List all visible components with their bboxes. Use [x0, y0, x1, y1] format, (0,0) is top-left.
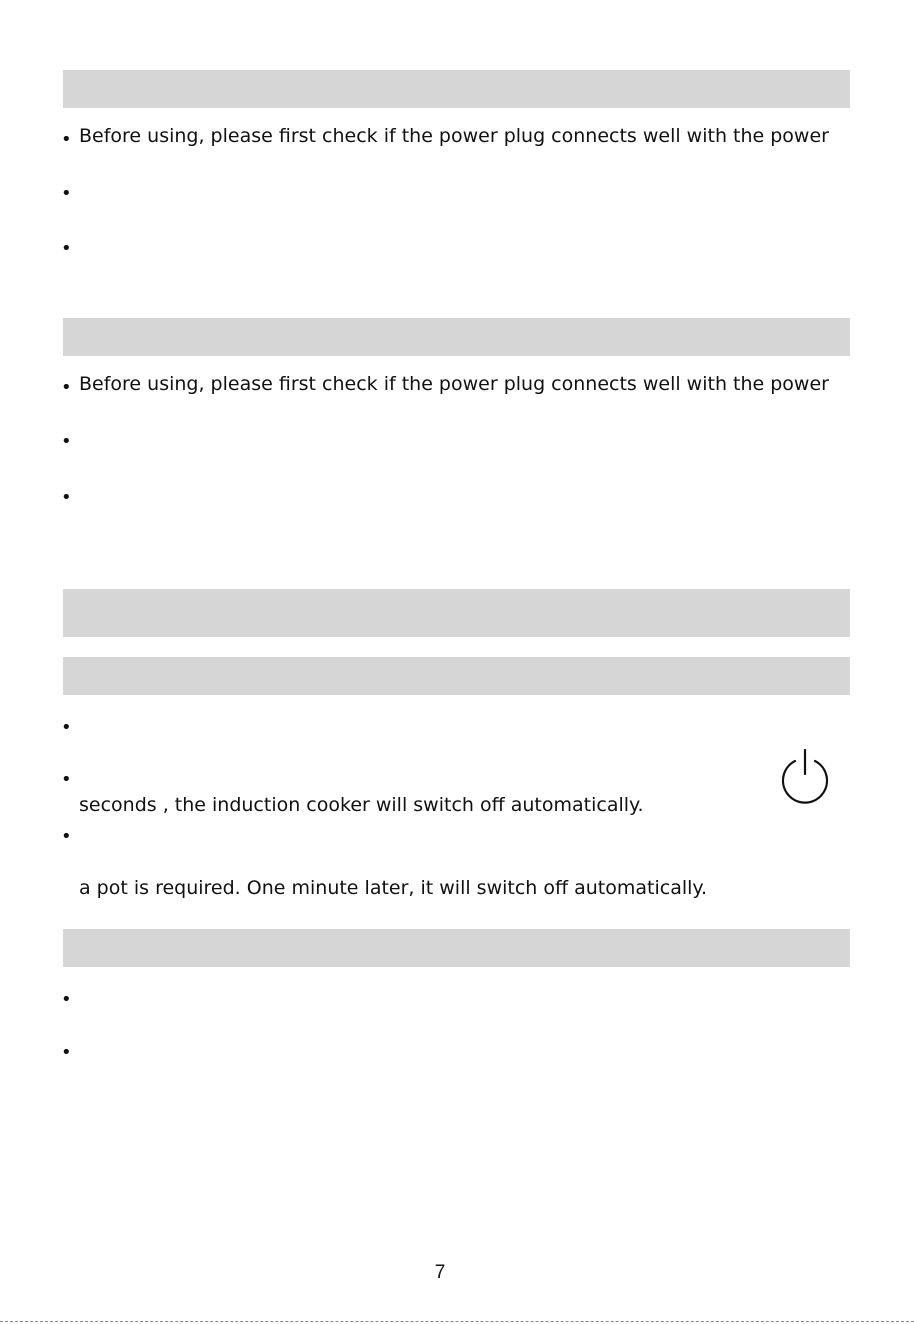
section-heading-bar-5: [63, 929, 850, 967]
section-heading-bar-3: [63, 589, 850, 637]
bullet-marker: •: [61, 377, 72, 398]
section-heading-bar-1: [63, 70, 850, 108]
power-icon: [779, 749, 831, 805]
page-number: 7: [434, 1262, 446, 1283]
bullet-marker: •: [61, 431, 72, 452]
bullet-text: Before using, please first check if the power plug connects well with the power: [79, 125, 829, 147]
bullet-marker: •: [61, 717, 72, 738]
bullet-marker: •: [61, 989, 72, 1010]
bullet-marker: •: [61, 769, 72, 790]
section-heading-bar-4: [63, 657, 850, 695]
bullet-text: a pot is required. One minute later, it will switch off automatically.: [79, 877, 707, 899]
section-heading-bar-2: [63, 318, 850, 356]
bullet-marker: •: [61, 826, 72, 847]
page-bottom-rule: [0, 1321, 914, 1322]
bullet-marker: •: [61, 183, 72, 204]
bullet-text: seconds , the induction cooker will switch off automatically.: [79, 794, 644, 816]
bullet-marker: •: [61, 1042, 72, 1063]
bullet-marker: •: [61, 487, 72, 508]
bullet-marker: •: [61, 238, 72, 259]
bullet-marker: •: [61, 129, 72, 150]
bullet-text: Before using, please first check if the power plug connects well with the power: [79, 373, 829, 395]
